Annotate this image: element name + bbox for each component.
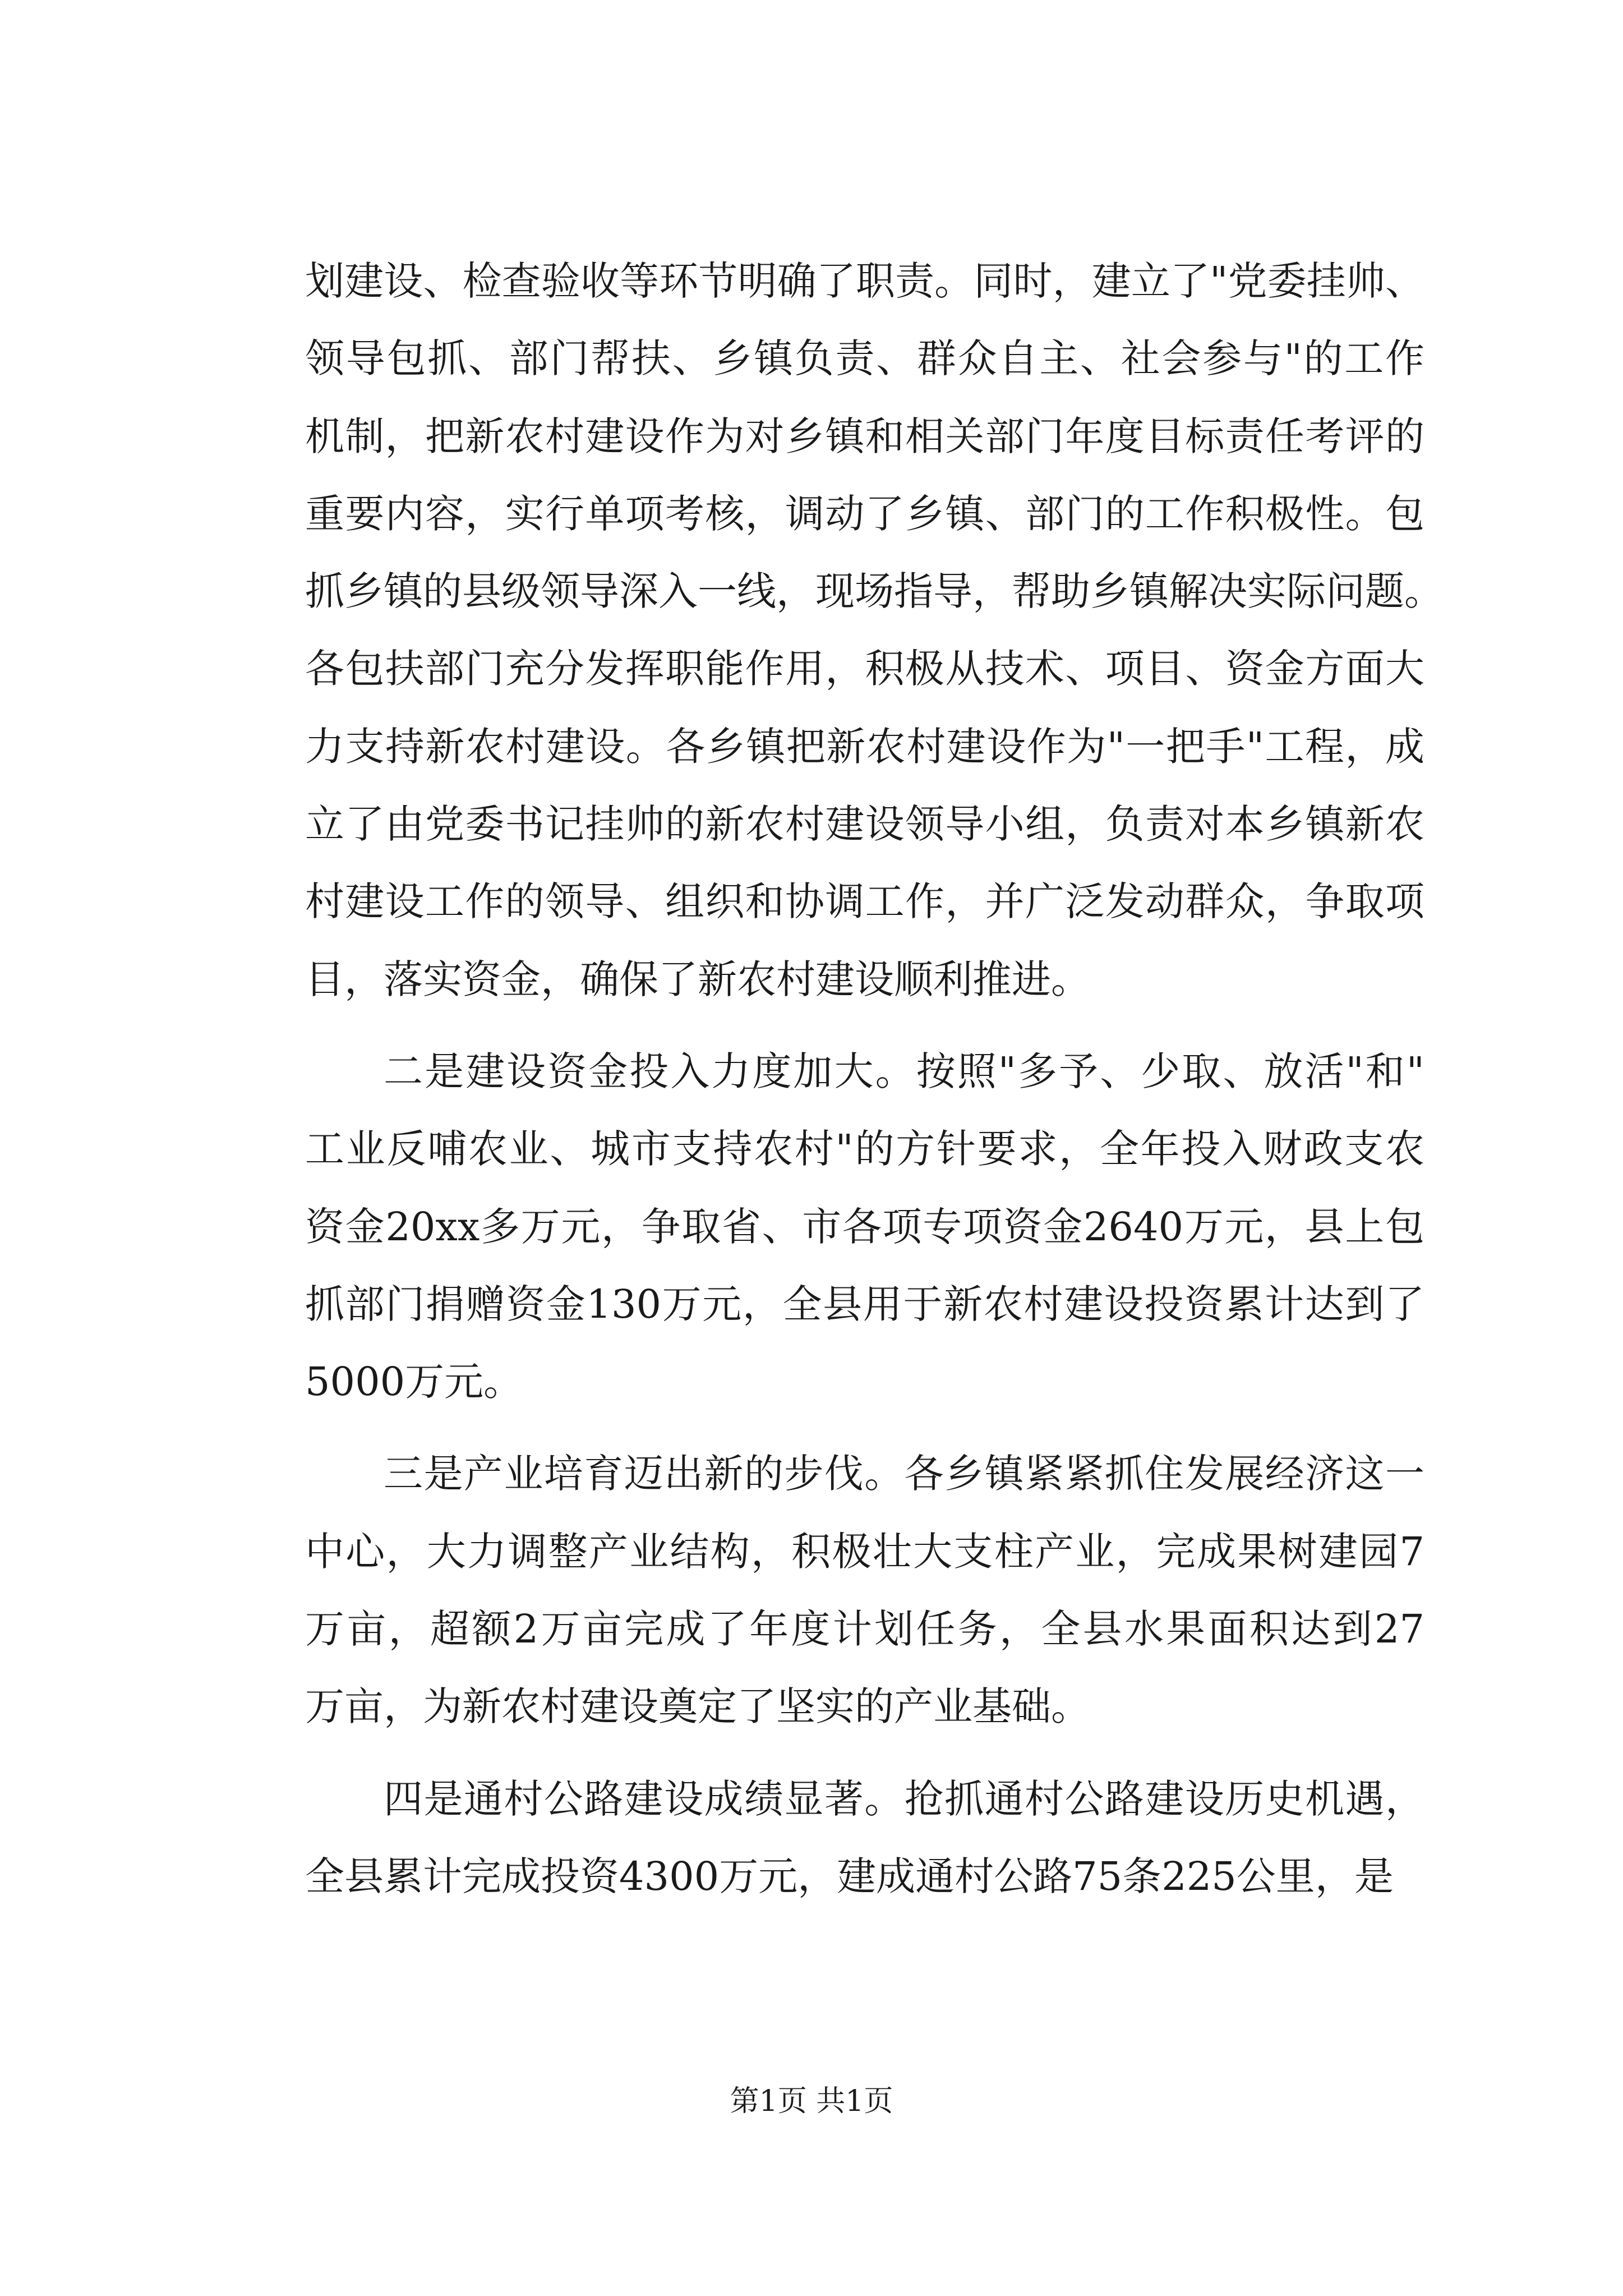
text-line: 5000万元。 xyxy=(305,1359,523,1405)
text-line: 资金20xx多万元，争取省、市各项专项资金2640万元，县上包 xyxy=(305,1203,1424,1250)
paragraph xyxy=(305,1048,1424,1439)
text-line: 工业反哺农业、城市支持农村"的方针要求，全年投入财政支农 xyxy=(305,1126,1424,1172)
document-body xyxy=(305,258,1444,1934)
text-line: 机制，把新农村建设作为对乡镇和相关部门年度目标责任考评的 xyxy=(305,413,1424,459)
text-line: 二是建设资金投入力度加大。按照"多予、少取、放活"和" xyxy=(384,1048,1424,1094)
text-line: 抓乡镇的县级领导深入一线，现场指导，帮助乡镇解决实际问题。 xyxy=(305,568,1444,615)
text-line: 四是通村公路建设成绩显著。抢抓通村公路建设历史机遇， xyxy=(384,1775,1424,1822)
paragraph xyxy=(305,1451,1424,1764)
paragraph xyxy=(305,258,1444,1037)
text-line: 力支持新农村建设。各乡镇把新农村建设作为"一把手"工程，成 xyxy=(305,723,1424,770)
text-line: 万亩，为新农村建设奠定了坚实的产业基础。 xyxy=(305,1683,1090,1730)
text-line: 中心，大力调整产业结构，积极壮大支柱产业，完成果树建园7 xyxy=(305,1528,1424,1575)
text-line: 各包扶部门充分发挥职能作用，积极从技术、项目、资金方面大 xyxy=(305,646,1424,692)
page-footer: 第1页 共1页 xyxy=(730,2085,893,2118)
paragraph xyxy=(305,1775,1424,1935)
text-line: 划建设、检查验收等环节明确了职责。同时，建立了"党委挂帅、 xyxy=(305,258,1424,304)
text-line: 重要内容，实行单项考核，调动了乡镇、部门的工作积极性。包 xyxy=(305,490,1424,537)
text-line: 村建设工作的领导、组织和协调工作，并广泛发动群众，争取项 xyxy=(305,878,1424,925)
text-line: 全县累计完成投资4300万元，建成通村公路75条225公里，是 xyxy=(305,1853,1394,1899)
text-line: 万亩，超额2万亩完成了年度计划任务，全县水果面积达到27 xyxy=(305,1606,1424,1653)
text-line: 目，落实资金，确保了新农村建设顺利推进。 xyxy=(305,956,1090,1002)
text-line: 抓部门捐赠资金130万元，全县用于新农村建设投资累计达到了 xyxy=(305,1281,1424,1327)
text-line: 立了由党委书记挂帅的新农村建设领导小组，负责对本乡镇新农 xyxy=(305,801,1424,848)
text-line: 三是产业培育迈出新的步伐。各乡镇紧紧抓住发展经济这一 xyxy=(384,1451,1424,1497)
text-line: 领导包抓、部门帮扶、乡镇负责、群众自主、社会参与"的工作 xyxy=(305,335,1424,382)
